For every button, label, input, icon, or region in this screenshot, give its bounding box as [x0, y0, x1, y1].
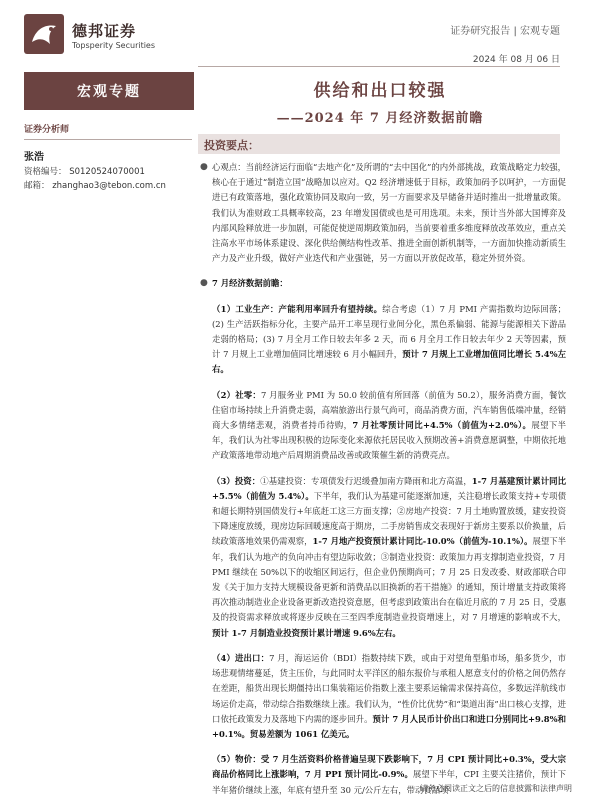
company-logo-icon — [24, 14, 64, 54]
header-divider — [198, 66, 560, 67]
title-block — [200, 76, 560, 126]
report-date: 2024 年 08 月 06 日 — [472, 55, 560, 65]
item1-body: 综合考虑（1）7 月 PMI 产需指数均边际回落；(2) 生产活跃指标分化，主要产品开工率呈现行业间分化，黑色系偏弱、能源与能源相关下游品走弱的格局；(3) 7 月全月工作日较去年多 2 天，而 6 月全月工作日较去年少 2 天等因素，预计 7 月规上工业增加值同比增速较 6 月小幅回升， — [212, 303, 566, 360]
item-trade — [212, 651, 566, 742]
item3-bold3: 预计 1-7 月制造业投资预计累计增速 9.6%左右。 — [212, 627, 401, 638]
analyst-label: 证券分析师 — [24, 125, 70, 135]
item4-body: 7 月，海运运价（BDI）指数持续下跌，或由于对望角型船市场，船多货少，市场悲观情绪蔓延，货主压价，与此同时太平洋区的船东报价与承租人愿意支付的价格之间仍然存在差距，船货出现长期僵持出口集装箱运价指数上涨主要系运输需求保持高位，多数远洋航线市场运价走高，带动综合指数继续上涨。我们认为，“性价比优势”和“渠道出海”出口核心支撑，进口依托政策发力及落地下内需的逐步回升。 — [212, 652, 567, 724]
section-banner: 宏观专题 — [24, 72, 194, 110]
intro-paragraph: 心观点：当前经济运行面临“去地产化”及所谓的“去中国化”的内外部挑战，政策战略定力较强，核心在于通过“制造立国”战略加以应对。Q2 经济增速低于目标，政策加码予以呵护，一方面促进已有政策落地，强化政策协同及取向一致，另一方面要求及早储备并适时推出一批增量政策。我们认为准财政工具概率较高，23 年增发国债或也是可用选项。未来，预计当外部大国博弈及内部风险释放进一步加剧，可能促使逆周期政策加码，当前要着重多维度释放改革效应，重点关注高水平市场体系建设、深化供给侧结构性改革、推进全面创新机制等，一方面加快推动新质生产力及产业升级，做好产业迭代和产业强链，另一方面以开放促改革，稳定外贸外资。 — [212, 162, 566, 264]
key-points-label: 投资要点： — [204, 139, 259, 152]
item2-bold: 7 月社零预计同比+4.5%（前值为+2.0%）。 — [352, 420, 532, 431]
report-type: 证券研究报告 | 宏观专题 — [450, 26, 560, 37]
page-title: 供给和出口较强 — [313, 81, 447, 101]
item5-lead: （5）物价：受 7 月生活资料价格普遍呈现下跌影响下，7 月 CPI 预计同比+0.3%，受大宗商品价格同比上涨影响，7 月 PPI 预计同比-0.9%。 — [212, 754, 566, 780]
item-industrial — [212, 302, 566, 378]
item4-bold: 预计 7 月人民币计价出口和进口分别同比+9.8%和+0.1%。贸易差额为 1061 亿美元。 — [212, 713, 566, 739]
item3-bold1: 1-7 月基建预计累计同比+5.5%（前值为 5.4%）。 — [212, 475, 567, 501]
analyst-email[interactable]: 邮箱： zhanghao3@tebon.com.cn — [24, 181, 166, 191]
disclaimer-footer: 请务必阅读正文之后的信息披露和法律声明 — [420, 784, 572, 793]
item3-body2: 下半年，我们认为基建可能逐渐加速，关注稳增长政策支持+专项债和超长期特别国债发行+年底赶工这三方面支撑；②房地产投资：7 月土地购置放缓，建安投资下降速度放缓，现房边际回暖速度高于期房，二手房销售成交表现好于新房主要系以价换量，后续政策落地效果仍需观察， — [212, 490, 567, 547]
item4-lead: （4）进出口： — [212, 652, 270, 663]
intro-bullet — [200, 160, 566, 266]
key-points-header — [198, 134, 560, 154]
analyst-name: 张浩 — [24, 152, 44, 163]
company-name-cn: 德邦证券 — [72, 22, 137, 40]
item5-body: 展望下半年，CPI 主要关注猪价，预计下半年猪价继续上涨，年底有望升至 30 元/公斤左右，带动食品项 — [212, 769, 567, 795]
section-bullet — [200, 276, 566, 291]
item2-body: 7 月服务业 PMI 为 50.0 较前值有所回落（前值为 50.2），服务消费方面，餐饮住宿市场持续上升消费走弱，高端旅游出行景气尚可，商品消费方面，汽车销售低端冲量，经销商大多情绪悲观，消费者持币待购， — [212, 389, 567, 431]
page-subtitle: ——2024 年 7 月经济数据前瞻 — [276, 111, 484, 126]
item3-body1: ①基建投资：专项债发行迟缓叠加南方降雨和北方高温， — [260, 475, 472, 486]
item1-bold: 预计 7 月规上工业增加值同比增长 5.4%左右。 — [212, 349, 566, 375]
page-header — [0, 0, 600, 70]
item3-bold2: 1-7 月地产投资预计累计同比-10.0%（前值为-10.1%）。 — [312, 536, 533, 547]
item1-lead: （1）工业生产：产能利用率回升有望持续。 — [212, 303, 383, 314]
analyst-divider — [24, 139, 192, 140]
item-retail — [212, 388, 566, 464]
bullet-icon: ● — [200, 278, 208, 289]
company-name-en: Topsperity Securities — [72, 41, 156, 50]
section-title: 7 月经济数据前瞻： — [212, 278, 288, 289]
item2-tail: 展望下半年，我们认为社零出现积极的边际变化来源依托居民收入预期改善+消费意愿调整，中期依托地产政策落地带动地产后周期消费品改善或政策催生新的消费亮点。 — [212, 420, 567, 461]
item2-lead: （2）社零： — [212, 389, 261, 400]
analyst-cert: 资格编号： S0120524070001 — [24, 167, 145, 177]
item-investment — [212, 474, 566, 641]
bullet-icon: ● — [200, 162, 208, 172]
item3-body3: 展望下半年，我们认为地产的负向冲击有望边际收敛；③制造业投资：政策加力再支撑制造业投资，7 月 PMI 继续在 50%以下的收缩区间运行，但企业仍预期尚可；7 月 25 日发改委、财政部联合印发《关于加力支持大规模设备更新和消费品以旧换新的若干措施》的通知，预计增量支持政策将再次推动制造业企业设备更新改造投资意愿，但考虑到政策出台在临近月底的 7 月 25 日，受惠及的投资需求释放或将逐步反映在三至四季度制造业投资增速上，对 7 月增速的影响或不大， — [212, 536, 567, 623]
analyst-panel — [24, 122, 194, 191]
item3-lead: （3）投资： — [212, 475, 261, 486]
